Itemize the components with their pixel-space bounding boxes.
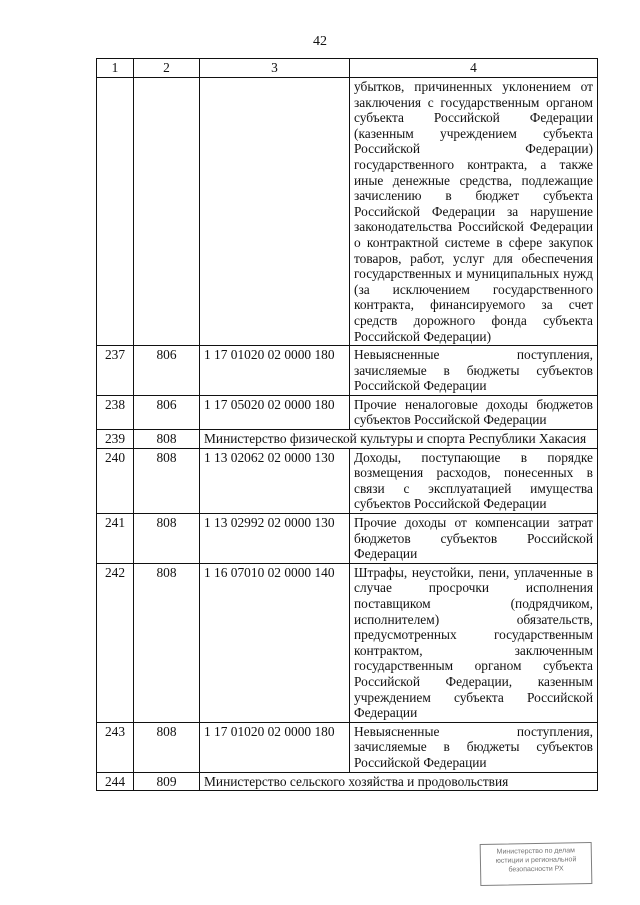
table-row [97, 448, 598, 513]
continuation-row [97, 78, 598, 346]
cell-desc: Невыясненные поступления, зачисляемые в бюджеты субъектов Российской Федерации [350, 722, 598, 772]
cell-num: 237 [97, 346, 134, 396]
table-row [97, 563, 598, 722]
cell-ministry-name: Министерство сельского хозяйства и продовольствия [200, 772, 598, 791]
cell-code: 1 17 05020 02 0000 180 [200, 395, 350, 429]
cell-desc: убытков, причиненных уклонением от заключения с государственным органом субъекта Российской Федерации (казенным учреждением субъекта Российской Федерации) государственного контракта, а также иные денежные средства, подлежащие зачислению в бюджет субъекта Российской Федерации за нарушение законодательства Российской Федерации о контрактной системе в сфере закупок товаров, работ, услуг для обеспечения государственных и муниципальных нужд (за исключением государственного контракта, финансируемого за счет средств дорожного фонда субъекта Российской Федерации) [350, 78, 598, 346]
header-col-4: 4 [350, 59, 598, 78]
cell-admin: 809 [134, 772, 200, 791]
cell-admin: 806 [134, 395, 200, 429]
cell-admin: 808 [134, 448, 200, 513]
header-col-3: 3 [200, 59, 350, 78]
cell-desc: Прочие доходы от компенсации затрат бюджетов субъектов Российской Федерации [350, 514, 598, 564]
stamp-line-3: безопасности РХ [508, 865, 564, 874]
cell-code: 1 16 07010 02 0000 140 [200, 563, 350, 722]
cell-desc: Невыясненные поступления, зачисляемые в бюджеты субъектов Российской Федерации [350, 346, 598, 396]
header-col-1: 1 [97, 59, 134, 78]
stamp-line-1: Министерство по делам [496, 847, 575, 856]
stamp-line-2: юстиции и региональной [495, 856, 577, 865]
cell-num: 244 [97, 772, 134, 791]
cell-admin [134, 78, 200, 346]
registration-stamp [480, 842, 593, 886]
cell-code: 1 13 02062 02 0000 130 [200, 448, 350, 513]
cell-admin: 808 [134, 563, 200, 722]
cell-desc: Штрафы, неустойки, пени, уплаченные в случае просрочки исполнения поставщиком (подрядчиком, исполнителем) обязательств, предусмотренных государственным контрактом, заключенным государственным органом субъекта Российской Федерации, казенным учреждением субъекта Российской Федерации [350, 563, 598, 722]
page-number: 42 [313, 34, 327, 49]
cell-admin: 808 [134, 430, 200, 449]
cell-num: 243 [97, 722, 134, 772]
cell-num: 241 [97, 514, 134, 564]
table-header-row [97, 59, 598, 78]
cell-desc: Прочие неналоговые доходы бюджетов субъектов Российской Федерации [350, 395, 598, 429]
table-row [97, 346, 598, 396]
cell-code [200, 78, 350, 346]
cell-code: 1 17 01020 02 0000 180 [200, 346, 350, 396]
cell-ministry-name: Министерство физической культуры и спорта Республики Хакасия [200, 430, 598, 449]
table-row [97, 722, 598, 772]
revenue-codes-table [96, 58, 598, 791]
cell-num [97, 78, 134, 346]
cell-code: 1 17 01020 02 0000 180 [200, 722, 350, 772]
cell-num: 242 [97, 563, 134, 722]
cell-desc: Доходы, поступающие в порядке возмещения расходов, понесенных в связи с эксплуатацией имущества субъектов Российской Федерации [350, 448, 598, 513]
cell-num: 238 [97, 395, 134, 429]
header-col-2: 2 [134, 59, 200, 78]
cell-admin: 808 [134, 722, 200, 772]
cell-code: 1 13 02992 02 0000 130 [200, 514, 350, 564]
cell-num: 239 [97, 430, 134, 449]
table-row [97, 430, 598, 449]
cell-admin: 806 [134, 346, 200, 396]
table-row [97, 772, 598, 791]
table-row [97, 514, 598, 564]
cell-admin: 808 [134, 514, 200, 564]
table-row [97, 395, 598, 429]
cell-num: 240 [97, 448, 134, 513]
